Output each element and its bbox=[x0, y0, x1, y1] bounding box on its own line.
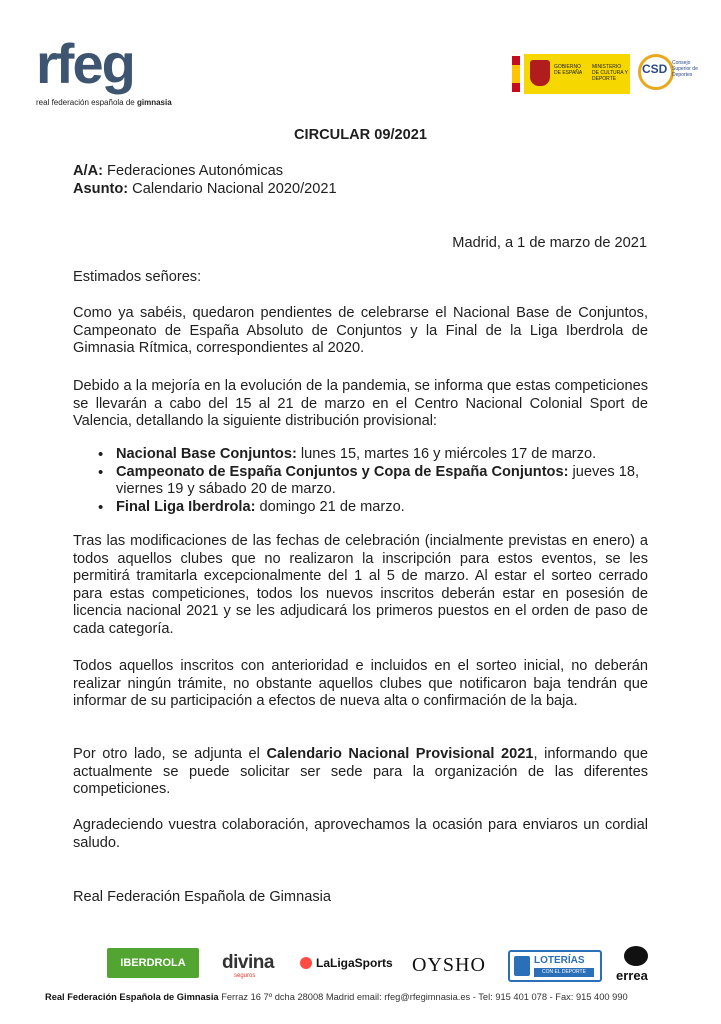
csd-logo bbox=[638, 52, 696, 96]
subject-label: Asunto: bbox=[73, 181, 129, 197]
paragraph-5-post: , informando que actualmente se puede solicitar ser sede para la organización de las diferentes competiciones. bbox=[73, 746, 648, 797]
loterias-logo-text: LOTERÍAS bbox=[534, 955, 585, 966]
paragraph-6: Agradeciendo vuestra colaboración, aprovechamos la ocasión para enviaros un cordial saludo. bbox=[73, 817, 648, 851]
gobierno-espana-logo bbox=[512, 54, 630, 96]
loterias-logo bbox=[508, 950, 602, 982]
rfeg-logo-text: rfeg bbox=[36, 32, 134, 95]
divina-logo: divina bbox=[222, 952, 274, 973]
calendar-reference: Calendario Nacional Provisional 2021 bbox=[266, 746, 534, 762]
list-item bbox=[98, 464, 648, 499]
errea-logo-text: errea bbox=[616, 968, 648, 983]
list-item bbox=[98, 446, 648, 464]
oysho-logo: OYSHO bbox=[412, 954, 486, 976]
list-item-text: domingo 21 de marzo. bbox=[255, 498, 405, 515]
rfeg-logo bbox=[36, 32, 172, 107]
list-item-text: lunes 15, martes 16 y miércoles 17 de marzo. bbox=[296, 446, 597, 462]
footer-org: Real Federación Española de Gimnasia bbox=[45, 992, 219, 1002]
recipient-label: A/A: bbox=[73, 163, 103, 179]
rfeg-subtitle-prefix: real federación española de bbox=[36, 98, 137, 107]
iberdrola-logo: IBERDROLA bbox=[107, 948, 199, 978]
errea-mark-icon bbox=[624, 946, 648, 966]
footer-contact bbox=[45, 992, 628, 1002]
paragraph-1: Como ya sabéis, quedaron pendientes de celebrarse el Nacional Base de Conjuntos, Campeonato de España Absoluto de Conjuntos y la Final de la Liga Iberdrola de Gimnasia Rítmica, correspondientes al 2020. bbox=[73, 305, 648, 356]
schedule-list bbox=[98, 446, 648, 516]
list-item-bold: Final Liga Iberdrola: bbox=[116, 498, 256, 515]
letter-date: Madrid, a 1 de marzo de 2021 bbox=[452, 235, 647, 251]
rfeg-subtitle-bold: gimnasia bbox=[136, 98, 172, 107]
gov-yellow-band bbox=[524, 54, 630, 94]
paragraph-4: Todos aquellos inscritos con anterioridad e incluidos en el sorteo inicial, no deberán realizar ningún trámite, no obstante aquellos clubes que notificaron baja tendrán que informar de su participación a efectos de nueva alta o confirmación de la baja. bbox=[73, 658, 648, 709]
laliga-logo: LaLigaSports bbox=[316, 956, 393, 970]
paragraph-5-pre: Por otro lado, se adjunta el bbox=[73, 746, 267, 762]
loterias-building-icon bbox=[514, 956, 530, 976]
list-item-bold: Campeonato de España Conjuntos y Copa de España Conjuntos: bbox=[116, 463, 569, 480]
laliga-icon bbox=[300, 957, 312, 969]
csd-text: CSD bbox=[642, 62, 668, 76]
list-item-bold: Nacional Base Conjuntos: bbox=[116, 446, 297, 462]
gov-text-ministerio: MINISTERIO DE CULTURA Y DEPORTE bbox=[592, 64, 628, 82]
loterias-logo-subtitle: CON EL DEPORTE bbox=[534, 968, 594, 977]
errea-logo bbox=[614, 946, 658, 986]
coat-of-arms-icon bbox=[530, 60, 550, 86]
csd-subtitle: Consejo Superior de Deportes bbox=[672, 60, 698, 78]
list-item-text: jueves 18, viernes 19 y sábado 20 de marzo. bbox=[116, 463, 640, 497]
subject-value: Calendario Nacional 2020/2021 bbox=[128, 181, 337, 197]
subject-line bbox=[73, 181, 337, 199]
paragraph-3: Tras las modificaciones de las fechas de celebración (incialmente previstas en enero) a todos aquellos clubes que no realizaron la inscripción para estos eventos, se les permitirá tramitarla excepcionalmente del 1 al 5 de marzo. Al estar el sorteo cerrado para estas competiciones, todos los nuevos inscritos deberán estar en posesión de licencia nacional 2021 y se les adjudicará los primeros puestos en el orden de paso de cada categoría. bbox=[73, 533, 648, 637]
recipient-value: Federaciones Autonómicas bbox=[103, 163, 284, 179]
recipient-line bbox=[73, 163, 283, 181]
list-item bbox=[98, 499, 648, 517]
divina-logo-subtitle: seguros bbox=[234, 973, 256, 979]
footer-details: Ferraz 16 7º dcha 28008 Madrid email: rfeg@rfegimnasia.es - Tel: 915 401 078 - Fax: 915 400 990 bbox=[218, 992, 628, 1002]
signature: Real Federación Española de Gimnasia bbox=[73, 889, 331, 905]
paragraph-5 bbox=[73, 746, 648, 799]
paragraph-2: Debido a la mejoría en la evolución de la pandemia, se informa que estas competiciones se llevarán a cabo del 15 al 21 de marzo en el Centro Nacional Colonial Sport de Valencia, detallando la siguiente distribución provisional: bbox=[73, 378, 648, 429]
sponsors-bar bbox=[0, 944, 721, 989]
greeting: Estimados señores: bbox=[73, 269, 202, 285]
circular-title: CIRCULAR 09/2021 bbox=[293, 127, 427, 143]
spain-flag-icon bbox=[512, 56, 520, 92]
rfeg-logo-subtitle bbox=[36, 98, 172, 107]
gov-text-gobierno: GOBIERNO DE ESPAÑA bbox=[554, 64, 583, 76]
